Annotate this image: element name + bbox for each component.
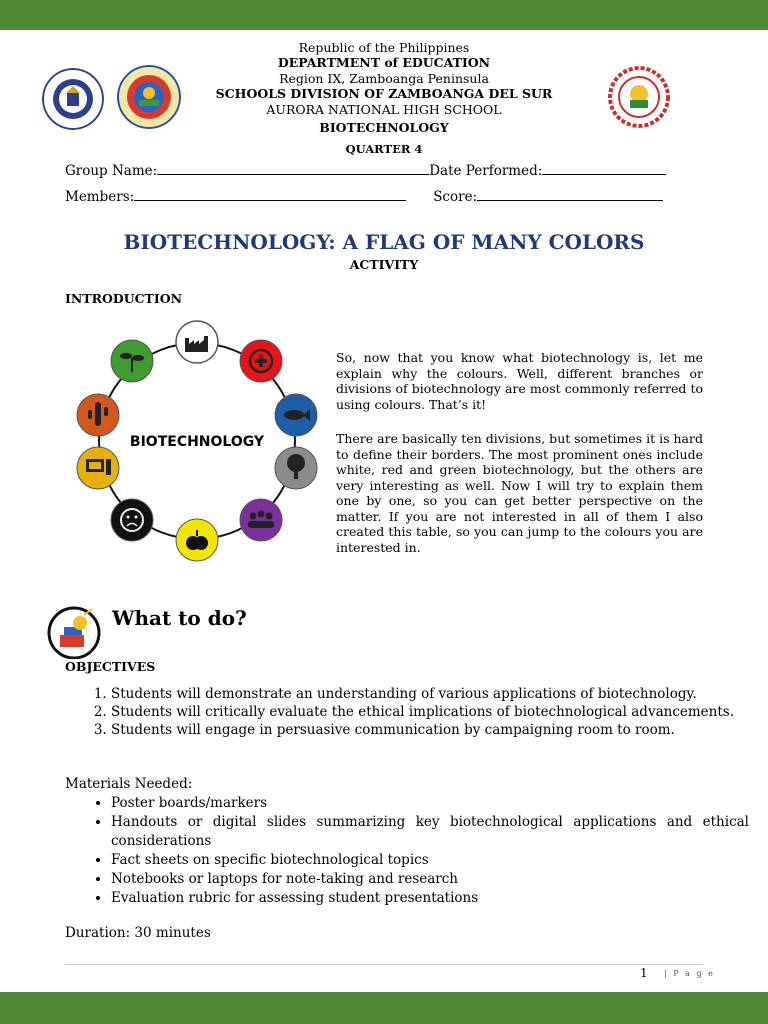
biotechnology-color-wheel [72,318,324,568]
material-item: • Poster boards/markers [111,794,749,813]
material-item: • Fact sheets on specific biotechnological topics [111,851,749,870]
score-label: Score: [433,189,478,205]
tree-icon [275,447,317,489]
intro-paragraph-1: So, now that you know what biotechnology is, let me explain why the colours. Well, different branches or divisions of biotechnology are most commonly referred to using colours. That’s it! [336,350,703,412]
date-performed-label: Date Performed: [429,163,543,179]
objective-item: 2. Students will critically evaluate the ethical implications of biotechnological advancements. [111,703,749,721]
members-row [65,188,663,205]
header-republic: Republic of the Philippines [298,40,470,55]
objective-item: 3. Students will engage in persuasive communication by campaigning room to room. [111,721,749,739]
sad-face-icon [111,499,153,541]
cactus-icon [77,394,119,436]
top-green-band [0,0,768,30]
apple-icon [176,519,218,561]
group-name-label: Group Name: [65,163,158,179]
date-performed-field[interactable] [542,162,666,175]
objectives-list [65,685,749,739]
people-icon [240,499,282,541]
header-department: DEPARTMENT of EDUCATION [277,55,491,70]
page-label: | P a g e [664,969,715,978]
group-name-field[interactable] [157,162,429,175]
header-subject: BIOTECHNOLOGY [319,120,449,135]
computer-icon [77,447,119,489]
duration-text: Duration: 30 minutes [65,925,211,941]
bottom-green-band [0,992,768,1024]
objectives-heading: OBJECTIVES [65,659,156,674]
medical-cross-icon [240,340,282,382]
factory-icon [176,321,218,363]
header-school: AURORA NATIONAL HIGH SCHOOL [266,102,502,117]
plant-icon [111,340,153,382]
members-label: Members: [65,189,135,205]
activity-subtitle: ACTIVITY [349,257,419,272]
material-item: • Evaluation rubric for assessing student presentations [111,889,749,908]
introduction-heading: INTRODUCTION [65,291,183,306]
materials-list [65,794,749,908]
what-to-do-icon [46,605,104,659]
wheel-center-label: BIOTECHNOLOGY [129,434,265,450]
activity-title: BIOTECHNOLOGY: A FLAG OF MANY COLORS [123,230,645,254]
what-to-do-title: What to do? [112,606,247,630]
material-item: • Notebooks or laptops for note-taking and research [111,870,749,889]
page-number: 1 [640,966,648,980]
header-region: Region IX, Zamboanga Peninsula [279,71,489,86]
score-field[interactable] [477,188,663,201]
objective-item: 1. Students will demonstrate an understanding of various applications of biotechnology. [111,685,749,703]
group-name-row [65,162,666,179]
material-item: • Handouts or digital slides summarizing key biotechnological applications and ethical considerations [111,813,749,850]
members-field[interactable] [134,188,406,201]
materials-heading: Materials Needed: [65,776,193,792]
fish-icon [275,394,317,436]
header-quarter: QUARTER 4 [345,142,423,156]
header-division: SCHOOLS DIVISION OF ZAMBOANGA DEL SUR [215,86,553,101]
intro-paragraph-2: There are basically ten divisions, but sometimes it is hard to define their borders. The most prominent ones include white, red and green biotechnology, but the others are very interesting as well. Now I will try to explain them one by one, so you can get better perspective on the matter. If you are not interested in all of them I also created this table, so you can jump to the colours you are interested in. [336,431,703,555]
footer-divider [65,964,703,965]
